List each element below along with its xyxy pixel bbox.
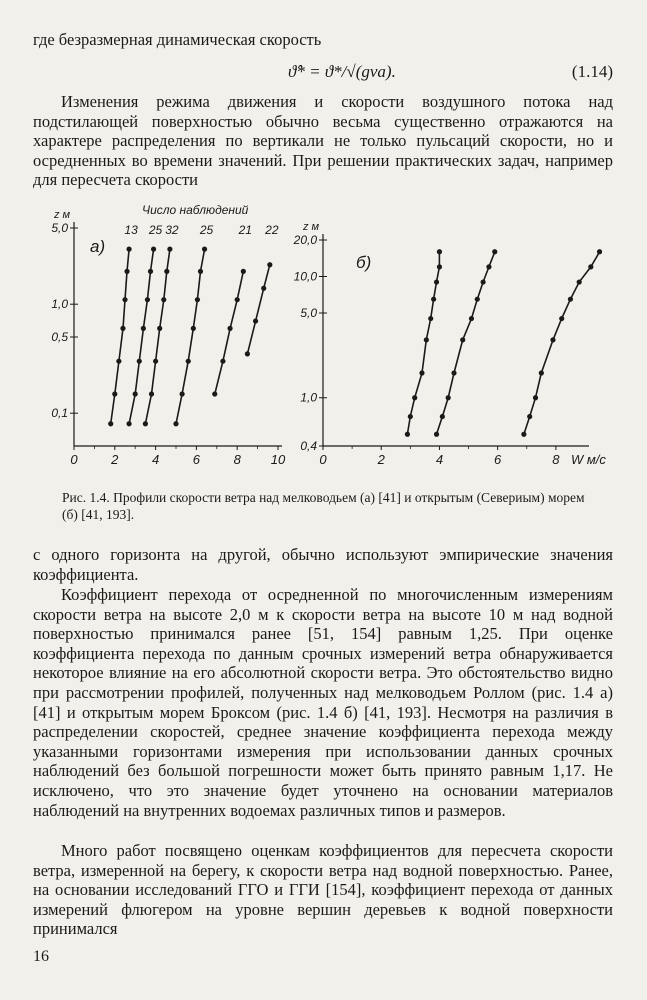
series: [434, 249, 497, 437]
series: [143, 223, 179, 426]
page-number: 16: [33, 948, 49, 965]
data-point: [195, 297, 200, 302]
data-point: [559, 316, 564, 321]
data-point: [597, 249, 602, 254]
data-point: [141, 326, 146, 331]
data-point: [451, 370, 456, 375]
data-point: [191, 326, 196, 331]
data-point: [180, 391, 185, 396]
data-point: [120, 326, 125, 331]
data-point: [486, 264, 491, 269]
formula-expression: ϑ̂* = ϑ*/√(gνa).: [288, 62, 396, 81]
panel-label: б): [356, 253, 372, 272]
data-point: [261, 286, 266, 291]
series: [405, 249, 442, 437]
y-tick-label: 1,0: [51, 297, 68, 312]
data-point: [527, 414, 532, 419]
series-label: 32: [165, 223, 179, 237]
paragraph-1: Изменения режима движения и скорости воздушного потока над подстилающей поверхностью обычно весьма существенно отражаются на характере распределения по вертикали не только пульсаций скорости, но и осредненных во времени значений. При решении практических задач, например для пересчета скорости: [33, 92, 613, 190]
data-point: [235, 297, 240, 302]
data-point: [437, 264, 442, 269]
data-point: [440, 414, 445, 419]
y-tick-label: 1,0: [300, 390, 317, 405]
data-point: [446, 395, 451, 400]
data-point: [539, 370, 544, 375]
intro-line: где безразмерная динамическая скорость: [33, 30, 322, 49]
series-line: [247, 265, 269, 354]
data-point: [220, 359, 225, 364]
series-label: 22: [265, 223, 279, 237]
data-point: [521, 432, 526, 437]
data-point: [143, 421, 148, 426]
y-tick-label: 5,0: [300, 305, 317, 320]
data-point: [577, 279, 582, 284]
x-tick-label: 2: [111, 452, 119, 467]
data-point: [186, 359, 191, 364]
data-point: [198, 269, 203, 274]
series: [173, 223, 213, 426]
data-point: [412, 395, 417, 400]
data-point: [437, 249, 442, 254]
series: [212, 223, 252, 397]
data-point: [227, 326, 232, 331]
chart-panel-b: [293, 221, 607, 467]
x-tick-label: 8: [552, 452, 560, 467]
data-point: [202, 247, 207, 252]
data-point: [253, 318, 258, 323]
data-point: [164, 269, 169, 274]
series-label: 21: [238, 223, 252, 237]
data-point: [424, 337, 429, 342]
data-point: [126, 247, 131, 252]
data-point: [108, 421, 113, 426]
data-point: [161, 297, 166, 302]
x-tick-label: 8: [233, 452, 241, 467]
figure-1-4: [40, 200, 606, 482]
y-axis-label: z м: [54, 209, 71, 221]
data-point: [148, 269, 153, 274]
data-point: [428, 316, 433, 321]
series-label: 25: [199, 223, 214, 237]
series-line: [145, 249, 170, 424]
data-point: [492, 249, 497, 254]
x-tick-label: 2: [377, 452, 385, 467]
series: [521, 249, 602, 437]
x-tick-label: 10: [270, 452, 286, 467]
data-point: [408, 414, 413, 419]
data-point: [481, 279, 486, 284]
series: [245, 223, 279, 356]
data-point: [241, 269, 246, 274]
data-point: [173, 421, 178, 426]
data-point: [568, 297, 573, 302]
data-point: [475, 297, 480, 302]
paragraph-3: Коэффициент перехода от осредненной по многочисленным измерениям скорости ветра на высоте 2,0 м к скорости ветра на высоте 10 м над водной поверхностью принимался ранее [51, 154] равным 1,25. При оценке коэффициента перехода по данным срочных измерений ветра обнаруживается некоторое влияние на его абсолютной скорости ветра. Это обстоятельство видно при рассмотрении профилей, полученных над мелководьем Роллом (рис. 1.4 а) [41] и открытым морем Броксом (рис. 1.4 б) [41, 193]. Несмотря на различия в распределении скоростей, среднее значение коэффициента перехода между указанными горизонтами измерения при использовании данных срочных наблюдений без большой погрешности может быть принято равным 1,17. Не исключено, что это значение будет уточнено на основании материалов наблюдений на внутренних водоемах различных типов и размеров.: [33, 585, 613, 820]
x-tick-label: 6: [192, 452, 201, 467]
data-point: [212, 391, 217, 396]
series-line: [176, 249, 205, 424]
data-point: [151, 247, 156, 252]
data-point: [157, 326, 162, 331]
series-line: [524, 252, 600, 434]
series-line: [111, 249, 129, 424]
data-point: [469, 316, 474, 321]
data-point: [533, 395, 538, 400]
data-point: [431, 297, 436, 302]
data-point: [124, 269, 129, 274]
series-line: [437, 252, 495, 434]
data-point: [116, 359, 121, 364]
data-point: [434, 432, 439, 437]
data-point: [137, 359, 142, 364]
x-axis-label: W м/с: [571, 452, 606, 467]
x-tick-label: 6: [494, 452, 502, 467]
series-line: [407, 252, 439, 434]
formula-number: (1.14): [571, 62, 613, 81]
y-tick-label: 0,4: [300, 439, 317, 453]
data-point: [167, 247, 172, 252]
series-line: [129, 249, 154, 424]
data-point: [550, 337, 555, 342]
x-tick-label: 4: [435, 452, 444, 467]
y-tick-label: 0,5: [51, 330, 68, 344]
y-tick-label: 20,0: [293, 233, 317, 247]
data-point: [112, 391, 117, 396]
data-point: [122, 297, 127, 302]
y-tick-label: 10,0: [293, 269, 317, 284]
figure-caption: Рис. 1.4. Профили скорости ветра над мелководьем (а) [41] и открытым (Севериым) морем (б) [41, 193].: [62, 490, 585, 522]
formula-1-14: [33, 62, 613, 84]
series: [126, 223, 162, 426]
x-tick-label: 0: [319, 452, 327, 467]
paragraph-4: Много работ посвящено оценкам коэффициентов для пересчета скорости ветра, измеренной на берегу, к скорости ветра над водной поверхностью. Ранее, на основании исследований ГГО и ГГИ [154], коэффициент перехода от данных измерений флюгером на уровне вершин деревьев к водной поверхности принимался: [33, 841, 613, 939]
data-point: [126, 421, 131, 426]
data-point: [588, 264, 593, 269]
y-tick-label: 0,1: [51, 406, 68, 421]
chart-panel-a: [51, 203, 286, 467]
paragraph-2: с одного горизонта на другой, обычно используют эмпирические значения коэффициента.: [33, 545, 613, 584]
series-line: [215, 271, 244, 394]
y-axis-label: z м: [303, 221, 320, 233]
data-point: [405, 432, 410, 437]
series-label: 25: [148, 223, 163, 237]
data-point: [460, 337, 465, 342]
y-tick-label: 5,0: [51, 221, 68, 235]
data-point: [245, 351, 250, 356]
x-tick-label: 4: [151, 452, 160, 467]
series-title: Число наблюдений: [142, 203, 249, 217]
data-point: [419, 370, 424, 375]
panel-label: а): [90, 237, 106, 256]
data-point: [153, 359, 158, 364]
series-label: 13: [124, 223, 138, 237]
x-tick-label: 0: [70, 452, 78, 467]
data-point: [145, 297, 150, 302]
data-point: [149, 391, 154, 396]
data-point: [133, 391, 138, 396]
data-point: [267, 262, 272, 267]
data-point: [434, 279, 439, 284]
